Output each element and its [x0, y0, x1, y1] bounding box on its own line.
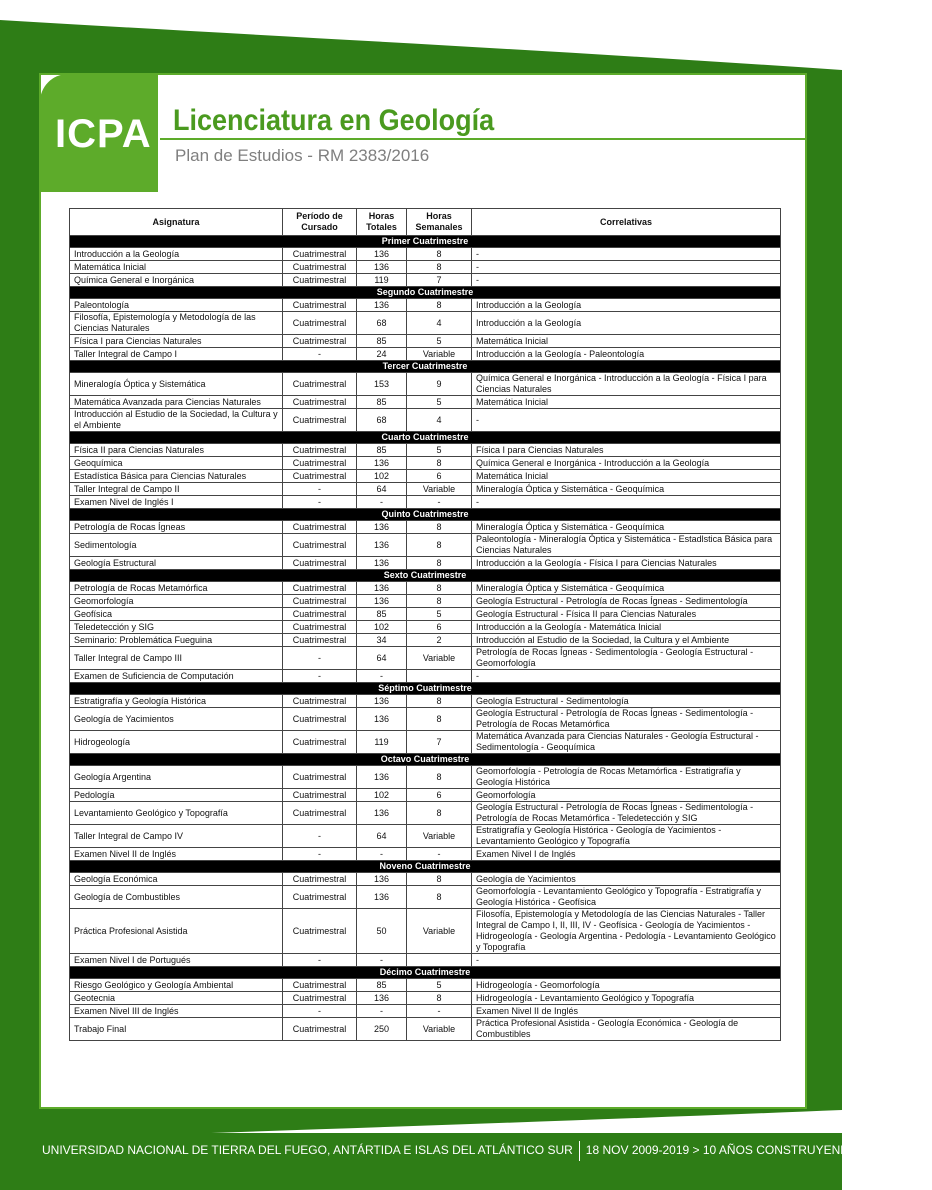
cell-horas-semanales: 8 [407, 873, 472, 886]
cell-periodo: Cuatrimestral [283, 457, 357, 470]
table-row [70, 557, 781, 570]
cell-periodo: Cuatrimestral [283, 274, 357, 287]
cell-horas-totales: 85 [357, 979, 407, 992]
cell-asignatura: Levantamiento Geológico y Topografía [70, 802, 283, 825]
cell-horas-totales: 50 [357, 909, 407, 954]
cell-horas-semanales: 2 [407, 634, 472, 647]
header-correlativas: Correlativas [472, 209, 781, 236]
cell-correlativas: Petrología de Rocas Ígneas - Sedimentología - Geología Estructural - Geomorfología [472, 647, 781, 670]
cell-horas-semanales: 8 [407, 582, 472, 595]
cell-horas-semanales: 8 [407, 299, 472, 312]
cell-correlativas: Matemática Inicial [472, 470, 781, 483]
table-row [70, 695, 781, 708]
table-row [70, 261, 781, 274]
cell-correlativas: Geología Estructural - Física II para Ciencias Naturales [472, 608, 781, 621]
semester-title: Quinto Cuatrimestre [70, 509, 781, 521]
cell-asignatura: Mineralogía Óptica y Sistemática [70, 373, 283, 396]
cell-horas-totales: 136 [357, 873, 407, 886]
cell-correlativas: Matemática Inicial [472, 335, 781, 348]
cell-periodo: Cuatrimestral [283, 1018, 357, 1041]
table-row [70, 299, 781, 312]
cell-horas-totales: - [357, 1005, 407, 1018]
cell-horas-totales: 136 [357, 595, 407, 608]
semester-header-row [70, 509, 781, 521]
cell-horas-totales: - [357, 670, 407, 683]
cell-horas-totales: 136 [357, 557, 407, 570]
cell-horas-semanales: 8 [407, 695, 472, 708]
cell-asignatura: Seminario: Problemática Fueguina [70, 634, 283, 647]
header-periodo: Período de Cursado [283, 209, 357, 236]
cell-correlativas: Paleontología - Mineralogía Óptica y Sistemática - Estadlstica Básica para Ciencias Naturales [472, 534, 781, 557]
cell-periodo: Cuatrimestral [283, 802, 357, 825]
cell-horas-totales: 34 [357, 634, 407, 647]
cell-correlativas: Introducción a la Geología - Matemática Inicial [472, 621, 781, 634]
cell-horas-totales: 136 [357, 695, 407, 708]
table-row [70, 534, 781, 557]
cell-asignatura: Petrología de Rocas Metamórfica [70, 582, 283, 595]
cell-horas-totales: 85 [357, 444, 407, 457]
cell-asignatura: Geología de Combustibles [70, 886, 283, 909]
cell-periodo: Cuatrimestral [283, 595, 357, 608]
cell-periodo: Cuatrimestral [283, 444, 357, 457]
cell-correlativas: Hidrogeología - Levantamiento Geológico y Topografía [472, 992, 781, 1005]
cell-asignatura: Pedología [70, 789, 283, 802]
cell-asignatura: Riesgo Geológico y Geología Ambiental [70, 979, 283, 992]
cell-periodo: Cuatrimestral [283, 766, 357, 789]
cell-asignatura: Taller Integral de Campo II [70, 483, 283, 496]
table-row [70, 396, 781, 409]
cell-periodo: Cuatrimestral [283, 521, 357, 534]
cell-correlativas: Estratigrafía y Geología Histórica - Geología de Yacimientos - Levantamiento Geológico y Topografía [472, 825, 781, 848]
table-row [70, 825, 781, 848]
cell-correlativas: Geología Estructural - Petrología de Rocas Ígneas - Sedimentología - Petrología de Rocas Metamórfica [472, 708, 781, 731]
cell-asignatura: Geoquímica [70, 457, 283, 470]
cell-correlativas: Química General e Inorgánica - Introducción a la Geología [472, 457, 781, 470]
header-horas-totales: Horas Totales [357, 209, 407, 236]
semester-title: Sexto Cuatrimestre [70, 570, 781, 582]
cell-periodo: Cuatrimestral [283, 470, 357, 483]
semester-title: Primer Cuatrimestre [70, 236, 781, 248]
cell-periodo: Cuatrimestral [283, 248, 357, 261]
cell-periodo: - [283, 825, 357, 848]
cell-correlativas: Introducción a la Geología [472, 312, 781, 335]
cell-correlativas: - [472, 248, 781, 261]
table-row [70, 670, 781, 683]
cell-horas-semanales: 8 [407, 248, 472, 261]
title-divider [160, 138, 806, 140]
cell-correlativas: Química General e Inorgánica - Introducción a la Geología - Física I para Ciencias Naturales [472, 373, 781, 396]
cell-asignatura: Taller Integral de Campo I [70, 348, 283, 361]
cell-horas-semanales: 8 [407, 534, 472, 557]
cell-asignatura: Estratigrafía y Geología Histórica [70, 695, 283, 708]
table-row [70, 621, 781, 634]
table-row [70, 248, 781, 261]
semester-title: Décimo Cuatrimestre [70, 967, 781, 979]
cell-asignatura: Física I para Ciencias Naturales [70, 335, 283, 348]
cell-horas-totales: 64 [357, 647, 407, 670]
cell-periodo: Cuatrimestral [283, 261, 357, 274]
table-row [70, 312, 781, 335]
cell-horas-semanales: 8 [407, 886, 472, 909]
semester-header-row [70, 361, 781, 373]
cell-horas-semanales: 5 [407, 608, 472, 621]
table-row [70, 444, 781, 457]
table-body [70, 236, 781, 1041]
cell-horas-semanales: 9 [407, 373, 472, 396]
cell-correlativas: Examen Nivel I de Inglés [472, 848, 781, 861]
cell-horas-totales: 85 [357, 335, 407, 348]
icpa-logo: ICPA [55, 112, 152, 156]
header-asignatura: Asignatura [70, 209, 283, 236]
cell-periodo: Cuatrimestral [283, 335, 357, 348]
cell-asignatura: Geología Económica [70, 873, 283, 886]
cell-horas-semanales [407, 670, 472, 683]
cell-horas-semanales: 7 [407, 274, 472, 287]
cell-periodo: Cuatrimestral [283, 789, 357, 802]
table-row [70, 373, 781, 396]
table-row [70, 789, 781, 802]
cell-horas-totales: 102 [357, 789, 407, 802]
cell-correlativas: Geomorfología - Levantamiento Geológico y Topografía - Estratigrafía y Geología Histórica - Geofísica [472, 886, 781, 909]
table-row [70, 848, 781, 861]
cell-horas-semanales: 8 [407, 595, 472, 608]
cell-correlativas: - [472, 670, 781, 683]
cell-correlativas: Práctica Profesional Asistida - Geología Económica - Geología de Combustibles [472, 1018, 781, 1041]
cell-asignatura: Examen Nivel II de Inglés [70, 848, 283, 861]
cell-correlativas: Mineralogía Óptica y Sistemática - Geoquímica [472, 582, 781, 595]
table-row [70, 582, 781, 595]
cell-horas-semanales: Variable [407, 909, 472, 954]
cell-horas-totales: 68 [357, 409, 407, 432]
cell-periodo: - [283, 483, 357, 496]
cell-asignatura: Matemática Inicial [70, 261, 283, 274]
cell-periodo: Cuatrimestral [283, 873, 357, 886]
cell-asignatura: Examen de Suficiencia de Computación [70, 670, 283, 683]
cell-asignatura: Taller Integral de Campo III [70, 647, 283, 670]
cell-periodo: - [283, 348, 357, 361]
cell-correlativas: Geología Estructural - Petrología de Rocas Ígneas - Sedimentología [472, 595, 781, 608]
cell-horas-totales: 136 [357, 708, 407, 731]
table-row [70, 647, 781, 670]
table-row [70, 608, 781, 621]
cell-asignatura: Química General e Inorgánica [70, 274, 283, 287]
cell-horas-totales: 153 [357, 373, 407, 396]
semester-header-row [70, 754, 781, 766]
cell-horas-semanales: Variable [407, 483, 472, 496]
table-row [70, 979, 781, 992]
cell-periodo: Cuatrimestral [283, 396, 357, 409]
table-row [70, 992, 781, 1005]
cell-horas-semanales: 4 [407, 312, 472, 335]
cell-horas-semanales: - [407, 1005, 472, 1018]
cell-horas-totales: 102 [357, 621, 407, 634]
cell-periodo: Cuatrimestral [283, 299, 357, 312]
cell-asignatura: Introducción a la Geología [70, 248, 283, 261]
table-row [70, 1018, 781, 1041]
table-row [70, 335, 781, 348]
cell-horas-semanales: 7 [407, 731, 472, 754]
cell-horas-totales: 64 [357, 825, 407, 848]
cell-horas-totales: - [357, 496, 407, 509]
table-row [70, 521, 781, 534]
semester-header-row [70, 570, 781, 582]
cell-periodo: Cuatrimestral [283, 409, 357, 432]
cell-periodo: - [283, 954, 357, 967]
semester-title: Séptimo Cuatrimestre [70, 683, 781, 695]
semester-title: Cuarto Cuatrimestre [70, 432, 781, 444]
cell-asignatura: Examen Nivel de Inglés I [70, 496, 283, 509]
semester-header-row [70, 861, 781, 873]
table-row [70, 274, 781, 287]
cell-periodo: Cuatrimestral [283, 708, 357, 731]
cell-horas-semanales: - [407, 848, 472, 861]
cell-horas-totales: 24 [357, 348, 407, 361]
semester-header-row [70, 287, 781, 299]
cell-asignatura: Matemática Avanzada para Ciencias Naturales [70, 396, 283, 409]
cell-correlativas: Matemática Avanzada para Ciencias Naturales - Geología Estructural - Sedimentología - Geoquímica [472, 731, 781, 754]
cell-correlativas: Hidrogeología - Geomorfología [472, 979, 781, 992]
cell-asignatura: Trabajo Final [70, 1018, 283, 1041]
semester-title: Octavo Cuatrimestre [70, 754, 781, 766]
cell-asignatura: Física II para Ciencias Naturales [70, 444, 283, 457]
cell-horas-totales: 136 [357, 802, 407, 825]
cell-periodo: Cuatrimestral [283, 608, 357, 621]
cell-horas-totales: - [357, 954, 407, 967]
cell-horas-totales: 136 [357, 582, 407, 595]
table-row [70, 470, 781, 483]
cell-periodo: - [283, 1005, 357, 1018]
cell-horas-semanales: 8 [407, 457, 472, 470]
cell-correlativas: Geomorfología [472, 789, 781, 802]
cell-horas-semanales: 5 [407, 335, 472, 348]
curriculum-table [69, 208, 781, 1041]
table-row [70, 886, 781, 909]
cell-horas-semanales: 8 [407, 992, 472, 1005]
cell-horas-semanales: Variable [407, 348, 472, 361]
table-row [70, 708, 781, 731]
cell-asignatura: Práctica Profesional Asistida [70, 909, 283, 954]
cell-horas-semanales: 6 [407, 621, 472, 634]
header-horas-semanales: Horas Semanales [407, 209, 472, 236]
cell-periodo: Cuatrimestral [283, 992, 357, 1005]
cell-asignatura: Filosofía, Epistemología y Metodología de las Ciencias Naturales [70, 312, 283, 335]
cell-correlativas: - [472, 261, 781, 274]
cell-correlativas: Introducción al Estudio de la Sociedad, la Cultura y el Ambiente [472, 634, 781, 647]
footer-university: UNIVERSIDAD NACIONAL DE TIERRA DEL FUEGO, ANTÁRTIDA E ISLAS DEL ATLÁNTICO SUR [42, 1143, 573, 1158]
cell-horas-semanales: 8 [407, 708, 472, 731]
cell-periodo: - [283, 647, 357, 670]
cell-horas-totales: 85 [357, 608, 407, 621]
cell-horas-semanales: 4 [407, 409, 472, 432]
cell-correlativas: Geomorfología - Petrología de Rocas Metamórfica - Estratigrafía y Geología Histórica [472, 766, 781, 789]
cell-correlativas: Examen Nivel II de Inglés [472, 1005, 781, 1018]
cell-periodo: - [283, 496, 357, 509]
footer-separator [579, 1141, 580, 1161]
table-row [70, 496, 781, 509]
cell-horas-totales: 102 [357, 470, 407, 483]
cell-correlativas: Mineralogía Óptica y Sistemática - Geoquímica [472, 521, 781, 534]
table-row [70, 595, 781, 608]
cell-horas-totales: 68 [357, 312, 407, 335]
table-row [70, 1005, 781, 1018]
cell-horas-semanales: 8 [407, 802, 472, 825]
cell-horas-totales: 119 [357, 731, 407, 754]
cell-horas-semanales: 8 [407, 557, 472, 570]
cell-horas-totales: 136 [357, 886, 407, 909]
cell-asignatura: Teledetección y SIG [70, 621, 283, 634]
cell-correlativas: Introducción a la Geología - Paleontología [472, 348, 781, 361]
cell-horas-semanales: 5 [407, 444, 472, 457]
cell-asignatura: Hidrogeología [70, 731, 283, 754]
cell-asignatura: Examen Nivel III de Inglés [70, 1005, 283, 1018]
cell-horas-totales: 136 [357, 534, 407, 557]
cell-periodo: Cuatrimestral [283, 534, 357, 557]
table-row [70, 483, 781, 496]
cell-periodo: Cuatrimestral [283, 695, 357, 708]
cell-asignatura: Geomorfología [70, 595, 283, 608]
table-row [70, 634, 781, 647]
semester-title: Tercer Cuatrimestre [70, 361, 781, 373]
cell-horas-totales: 136 [357, 766, 407, 789]
cell-horas-totales: 136 [357, 521, 407, 534]
cell-asignatura: Geología de Yacimientos [70, 708, 283, 731]
cell-asignatura: Paleontología [70, 299, 283, 312]
cell-correlativas: - [472, 496, 781, 509]
cell-horas-semanales: 8 [407, 766, 472, 789]
cell-periodo: Cuatrimestral [283, 886, 357, 909]
cell-periodo: - [283, 848, 357, 861]
cell-periodo: Cuatrimestral [283, 582, 357, 595]
cell-horas-totales: 136 [357, 457, 407, 470]
cell-horas-totales: 136 [357, 261, 407, 274]
semester-title: Segundo Cuatrimestre [70, 287, 781, 299]
table-row [70, 731, 781, 754]
footer-text [42, 1141, 932, 1161]
cell-horas-totales: 64 [357, 483, 407, 496]
semester-header-row [70, 432, 781, 444]
table-row [70, 766, 781, 789]
cell-periodo: Cuatrimestral [283, 979, 357, 992]
cell-horas-totales: 85 [357, 396, 407, 409]
cell-horas-semanales: 6 [407, 789, 472, 802]
cell-asignatura: Examen Nivel I de Portugués [70, 954, 283, 967]
table-row [70, 409, 781, 432]
cell-asignatura: Geología Estructural [70, 557, 283, 570]
cell-horas-semanales: 8 [407, 521, 472, 534]
table-row [70, 348, 781, 361]
cell-periodo: Cuatrimestral [283, 634, 357, 647]
table-header-row [70, 209, 781, 236]
cell-correlativas: Introducción a la Geología - Física I para Ciencias Naturales [472, 557, 781, 570]
cell-horas-semanales: Variable [407, 647, 472, 670]
table-row [70, 909, 781, 954]
cell-horas-semanales: - [407, 496, 472, 509]
cell-periodo: Cuatrimestral [283, 557, 357, 570]
cell-horas-semanales [407, 954, 472, 967]
cell-horas-totales: 136 [357, 299, 407, 312]
cell-asignatura: Geología Argentina [70, 766, 283, 789]
semester-header-row [70, 967, 781, 979]
cell-asignatura: Introducción al Estudio de la Sociedad, la Cultura y el Ambiente [70, 409, 283, 432]
cell-correlativas: Física I para Ciencias Naturales [472, 444, 781, 457]
cell-periodo: Cuatrimestral [283, 373, 357, 396]
table-row [70, 954, 781, 967]
cell-correlativas: Matemática Inicial [472, 396, 781, 409]
cell-correlativas: - [472, 954, 781, 967]
semester-header-row [70, 683, 781, 695]
cell-horas-totales: 136 [357, 248, 407, 261]
cell-periodo: Cuatrimestral [283, 731, 357, 754]
cell-horas-totales: 119 [357, 274, 407, 287]
page-subtitle: Plan de Estudios - RM 2383/2016 [175, 146, 430, 165]
cell-correlativas: - [472, 409, 781, 432]
cell-correlativas: Geología de Yacimientos [472, 873, 781, 886]
cell-periodo: Cuatrimestral [283, 312, 357, 335]
cell-horas-totales: 250 [357, 1018, 407, 1041]
cell-correlativas: Geología Estructural - Sedimentología [472, 695, 781, 708]
cell-horas-semanales: Variable [407, 825, 472, 848]
cell-asignatura: Petrología de Rocas Ígneas [70, 521, 283, 534]
curriculum-table-container [69, 208, 780, 1041]
cell-correlativas: Filosofía, Epistemología y Metodología de las Ciencias Naturales - Taller Integral de Campo I, II, III, IV - Geofísica - Geología de Yacimientos - Hidrogeología - Geología Argentina - Pedología - Levantamiento Geológico y Topografía [472, 909, 781, 954]
cell-correlativas: Introducción a la Geología [472, 299, 781, 312]
cell-correlativas: Geología Estructural - Petrología de Rocas Ígneas - Sedimentología - Petrología de Rocas Metamórfica - Teledetección y SIG [472, 802, 781, 825]
table-row [70, 457, 781, 470]
cell-horas-semanales: 5 [407, 979, 472, 992]
cell-horas-totales: - [357, 848, 407, 861]
cell-asignatura: Estadística Básica para Ciencias Naturales [70, 470, 283, 483]
cell-horas-semanales: 8 [407, 261, 472, 274]
semester-header-row [70, 236, 781, 248]
cell-correlativas: - [472, 274, 781, 287]
cell-horas-semanales: 5 [407, 396, 472, 409]
cell-asignatura: Geotecnia [70, 992, 283, 1005]
cell-asignatura: Geofísica [70, 608, 283, 621]
footer-anniversary: 18 NOV 2009-2019 > 10 AÑOS CONSTRUYENDO SOBERANÍA [585, 1143, 932, 1158]
cell-periodo: Cuatrimestral [283, 621, 357, 634]
cell-periodo: - [283, 670, 357, 683]
cell-periodo: Cuatrimestral [283, 909, 357, 954]
cell-asignatura: Sedimentología [70, 534, 283, 557]
cell-asignatura: Taller Integral de Campo IV [70, 825, 283, 848]
page-title: Licenciatura en Geología [173, 104, 495, 137]
cell-horas-semanales: Variable [407, 1018, 472, 1041]
cell-horas-semanales: 6 [407, 470, 472, 483]
cell-correlativas: Mineralogía Óptica y Sistemática - Geoquímica [472, 483, 781, 496]
cell-horas-totales: 136 [357, 992, 407, 1005]
table-row [70, 802, 781, 825]
semester-title: Noveno Cuatrimestre [70, 861, 781, 873]
table-row [70, 873, 781, 886]
